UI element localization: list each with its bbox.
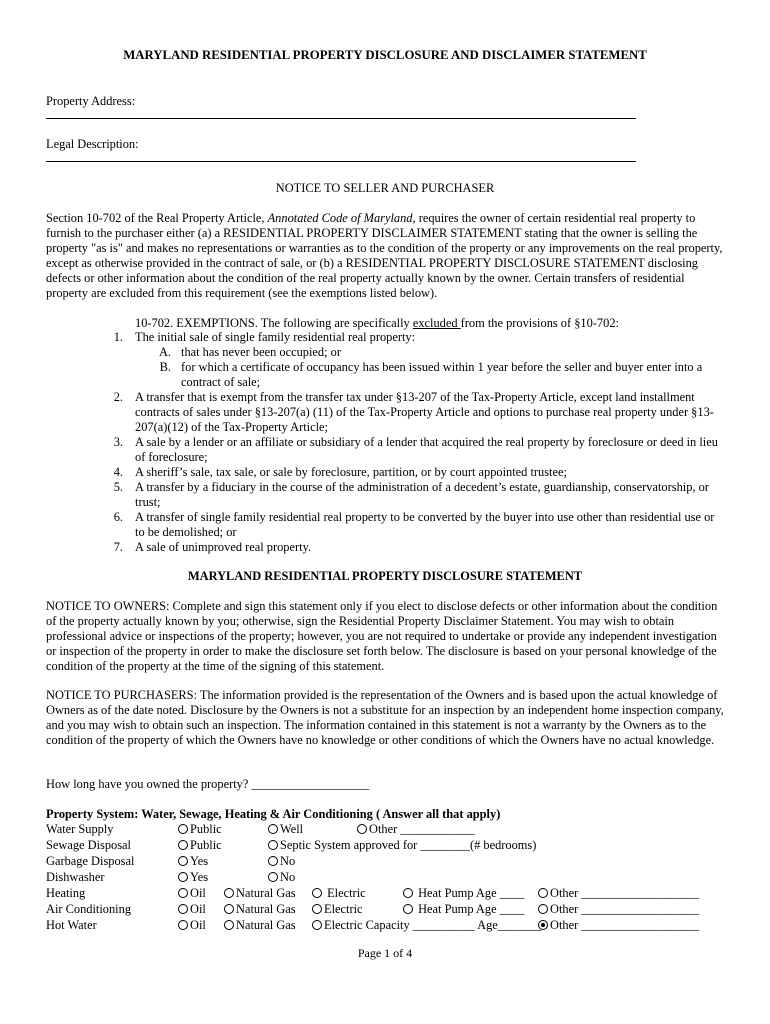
- legal-description-label: Legal Description:: [46, 137, 139, 151]
- radio-icon[interactable]: [312, 920, 322, 930]
- dishwasher-no-option[interactable]: No: [268, 870, 295, 885]
- property-system-heading: Property System: Water, Sewage, Heating & Air Conditioning ( Answer all that apply): [46, 807, 501, 821]
- ac-other-option[interactable]: Other ___________________: [538, 902, 699, 917]
- document-title: MARYLAND RESIDENTIAL PROPERTY DISCLOSURE AND DISCLAIMER STATEMENT: [123, 48, 647, 62]
- radio-icon[interactable]: [312, 904, 322, 914]
- exemption-item: A transfer that is exempt from the transfer tax under §13-207 of the Tax-Property Article, except land installment contracts of sales under §13-207(a) (11) of the Tax-Property Article and options to purchase real property under §13-207(a)(12) of the Tax-Property Article;: [135, 390, 714, 434]
- radio-icon[interactable]: [178, 856, 188, 866]
- radio-icon[interactable]: [268, 856, 278, 866]
- property-address-label: Property Address:: [46, 94, 136, 108]
- intro-paragraph: Section 10-702 of the Real Property Article, Annotated Code of Maryland, requires the owner of certain residential real property to furnish to the purchaser either (a) a RESIDENTIAL PROPERTY DISCLAIMER STATEMENT stating that the owner is selling the property "as is" and makes no representations or warranties as to the condition of the property or any improvements on the real property, except as otherwise provided in the contract of sale, or (b) a RESIDENTIAL PROPERTY DISCLOSURE STATEMENT disclosing defects or other information about the condition of the real property actually known by the owner. Certain transfers of residential property are excluded from this requirement (see the exemptions listed below).: [46, 211, 723, 300]
- garbage-disposal-label: Garbage Disposal: [46, 854, 135, 868]
- hotwater-electric-option[interactable]: Electric Capacity __________ Age_______: [312, 918, 541, 933]
- exemption-item: A sale by a lender or an affiliate or subsidiary of a lender that acquired the real property by foreclosure or deed in lieu of foreclosure;: [135, 435, 718, 464]
- notice-to-purchasers: NOTICE TO PURCHASERS: The information provided is the representation of the Owners and is based upon the actual knowledge of Owners as of the date noted. Disclosure by the Owners is not a substitute for an inspection by an independent home inspection company, and you may wish to obtain such an inspection. The information contained in this statement is not a warranty by the Owners as to the condition of the property of which the Owners have no knowledge or other conditions of which the Owners have no actual knowledge.: [46, 688, 724, 747]
- radio-icon[interactable]: [224, 904, 234, 914]
- ac-oil-option[interactable]: Oil: [178, 902, 206, 917]
- sewage-septic-option[interactable]: Septic System approved for ________(# bedrooms): [268, 838, 536, 853]
- exemption-num: B.: [159, 360, 171, 374]
- page-footer: Page 1 of 4: [357, 946, 413, 960]
- exemptions-lead: 10-702. EXEMPTIONS. The following are specifically excluded from the provisions of §10-702:: [135, 316, 619, 330]
- hot-water-label: Hot Water: [46, 918, 97, 932]
- exemption-subitem: for which a certificate of occupancy has been issued within 1 year before the seller and buyer enter into a contract of sale;: [181, 360, 703, 389]
- dishwasher-label: Dishwasher: [46, 870, 105, 884]
- radio-icon[interactable]: [312, 888, 322, 898]
- notice-to-owners: NOTICE TO OWNERS: Complete and sign this statement only if you elect to disclose defects or other information about the condition of the property actually known by you; otherwise, sign the Residential Property Disclaimer Statement. You may wish to obtain professional advice or inspections of the property; however, you are not required to undertake or provide any independent investigation or inspection of the property in order to make the disclosure set forth below. The disclosure is based on your personal knowledge of the condition of the property at the time of the signing of this statement.: [46, 599, 718, 673]
- water-other-option[interactable]: Other ____________: [357, 822, 475, 837]
- radio-icon[interactable]: [224, 920, 234, 930]
- garbage-no-option[interactable]: No: [268, 854, 295, 869]
- exemption-num: 5.: [113, 480, 123, 494]
- ac-heatpump-option[interactable]: Heat Pump Age ____: [403, 902, 524, 917]
- hotwater-gas-option[interactable]: Natural Gas: [224, 918, 296, 933]
- heating-label: Heating: [46, 886, 86, 900]
- exemption-item: A transfer by a fiduciary in the course of the administration of a decedent’s estate, guardianship, conservatorship, or trust;: [135, 480, 709, 509]
- air-conditioning-label: Air Conditioning: [46, 902, 132, 916]
- sewage-disposal-label: Sewage Disposal: [46, 838, 131, 852]
- water-public-option[interactable]: Public: [178, 822, 222, 837]
- disclosure-heading: MARYLAND RESIDENTIAL PROPERTY DISCLOSURE STATEMENT: [187, 569, 583, 583]
- ac-electric-option[interactable]: Electric: [312, 902, 363, 917]
- exemption-num: 3.: [113, 435, 123, 449]
- hotwater-other-option[interactable]: Other ___________________: [538, 918, 699, 933]
- radio-icon[interactable]: [178, 904, 188, 914]
- exemption-item: The initial sale of single family residential real property:: [135, 330, 416, 344]
- radio-checked-icon[interactable]: [538, 920, 548, 930]
- hotwater-oil-option[interactable]: Oil: [178, 918, 206, 933]
- heating-other-option[interactable]: Other ___________________: [538, 886, 699, 901]
- exemption-item: A sale of unimproved real property.: [135, 540, 312, 554]
- dishwasher-yes-option[interactable]: Yes: [178, 870, 208, 885]
- legal-description-line[interactable]: [46, 161, 636, 162]
- exemption-num: 2.: [113, 390, 123, 404]
- ac-gas-option[interactable]: Natural Gas: [224, 902, 296, 917]
- radio-icon[interactable]: [178, 920, 188, 930]
- radio-icon[interactable]: [538, 888, 548, 898]
- radio-icon[interactable]: [268, 872, 278, 882]
- heating-gas-option[interactable]: Natural Gas: [224, 886, 296, 901]
- exemption-item: A sheriff’s sale, tax sale, or sale by foreclosure, partition, or by court appointed trustee;: [135, 465, 567, 479]
- garbage-yes-option[interactable]: Yes: [178, 854, 208, 869]
- radio-icon[interactable]: [178, 824, 188, 834]
- intro-italic: Annotated Code of Maryland: [267, 211, 413, 225]
- radio-icon[interactable]: [178, 872, 188, 882]
- heating-electric-option[interactable]: Electric: [312, 886, 366, 901]
- property-address-line[interactable]: [46, 118, 636, 119]
- heating-oil-option[interactable]: Oil: [178, 886, 206, 901]
- radio-icon[interactable]: [403, 888, 413, 898]
- exemption-num: 6.: [113, 510, 123, 524]
- heating-heatpump-option[interactable]: Heat Pump Age ____: [403, 886, 524, 901]
- exemption-num: 4.: [113, 465, 123, 479]
- radio-icon[interactable]: [178, 888, 188, 898]
- radio-icon[interactable]: [178, 840, 188, 850]
- notice-heading: NOTICE TO SELLER AND PURCHASER: [275, 181, 495, 195]
- radio-icon[interactable]: [224, 888, 234, 898]
- sewage-public-option[interactable]: Public: [178, 838, 222, 853]
- exemption-num: 7.: [113, 540, 123, 554]
- radio-icon[interactable]: [403, 904, 413, 914]
- how-long-owned-field[interactable]: How long have you owned the property? ___________________: [46, 777, 370, 791]
- exemption-num: 1.: [113, 330, 123, 344]
- radio-icon[interactable]: [268, 824, 278, 834]
- exemption-item: A transfer of single family residential real property to be converted by the buyer into use other than residential use or to be demolished; or: [135, 510, 715, 539]
- radio-icon[interactable]: [268, 840, 278, 850]
- exemption-subitem: that has never been occupied; or: [181, 345, 341, 359]
- radio-icon[interactable]: [538, 904, 548, 914]
- exemption-num: A.: [158, 345, 171, 359]
- radio-icon[interactable]: [357, 824, 367, 834]
- water-well-option[interactable]: Well: [268, 822, 303, 837]
- water-supply-label: Water Supply: [46, 822, 114, 836]
